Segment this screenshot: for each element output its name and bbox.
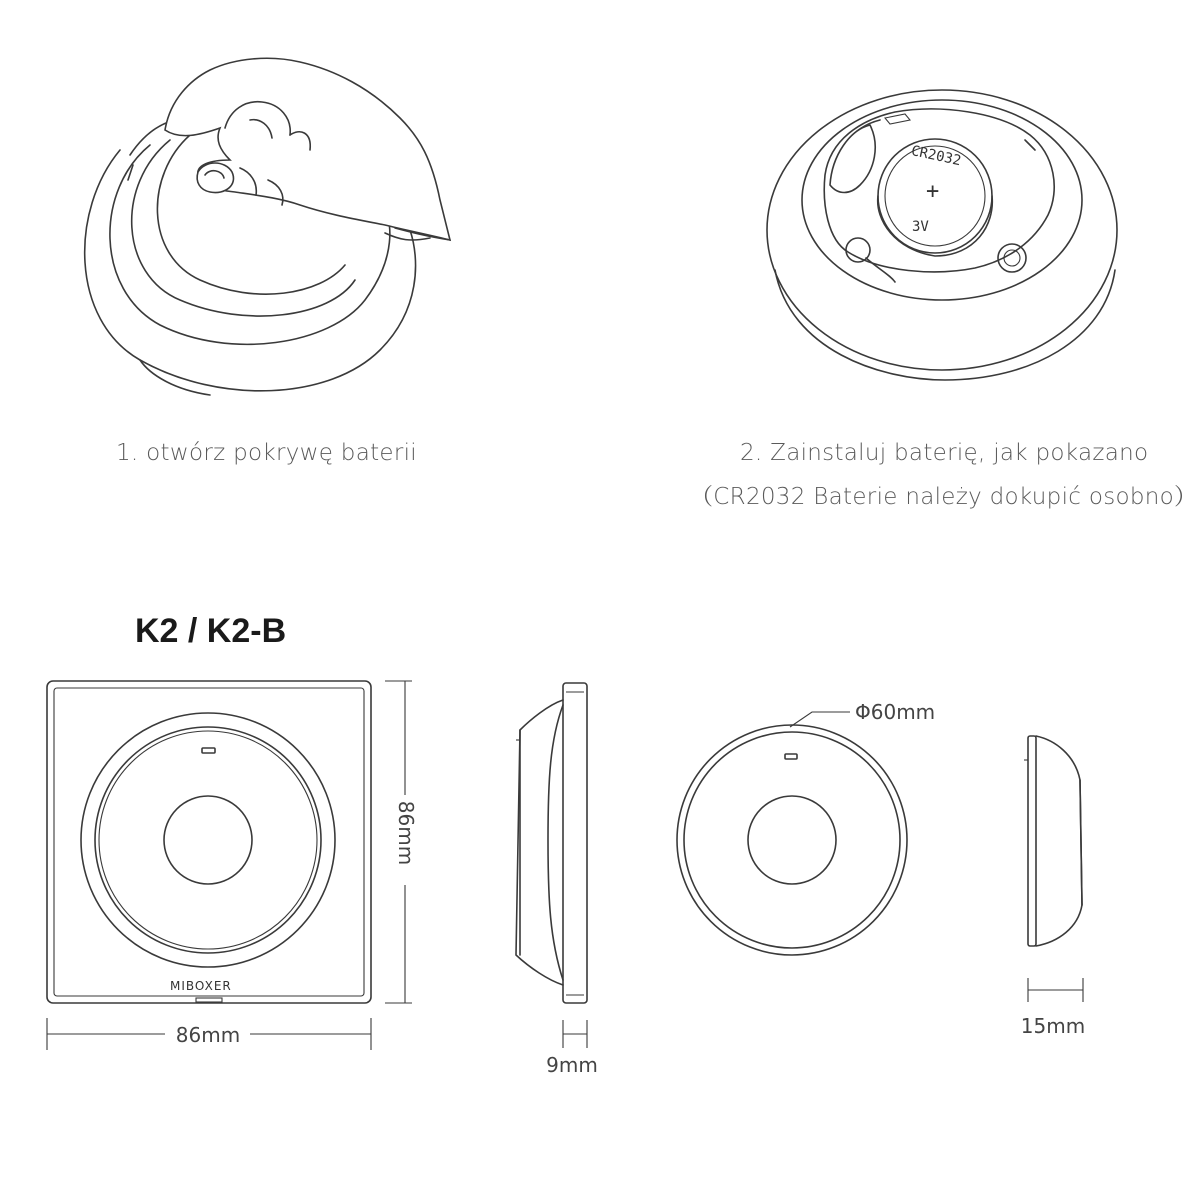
- knob-led-indicator: [785, 754, 797, 759]
- led-indicator: [202, 748, 215, 753]
- battery-polarity-label: +: [926, 179, 940, 204]
- panel-height-label: 86mm: [394, 800, 418, 866]
- knob-side-view: [1021, 736, 1085, 1038]
- panel-side-view: [516, 683, 598, 1077]
- model-title: K2 / K2-B: [135, 612, 287, 650]
- step2-note: （CR2032 Baterie należy dokupić osobno）: [690, 484, 1198, 510]
- knob-depth-label: 15mm: [1020, 1014, 1086, 1038]
- step2-caption: 2. Zainstaluj baterię, jak pokazano: [740, 440, 1149, 466]
- battery-model-label: CR2032: [909, 143, 963, 170]
- knob-diameter-label: Φ60mm: [855, 700, 936, 724]
- step1-illustration: [85, 58, 450, 395]
- knob-front-view: [677, 700, 935, 955]
- step1-caption: 1. otwórz pokrywę baterii: [116, 440, 417, 466]
- panel-width-label: 86mm: [175, 1023, 241, 1047]
- battery-voltage-label: 3V: [912, 219, 929, 235]
- panel-depth-label: 9mm: [546, 1053, 598, 1077]
- brand-logo: MIBOXER: [170, 979, 232, 993]
- panel-front-view: [47, 681, 418, 1050]
- step2-illustration: [767, 90, 1117, 380]
